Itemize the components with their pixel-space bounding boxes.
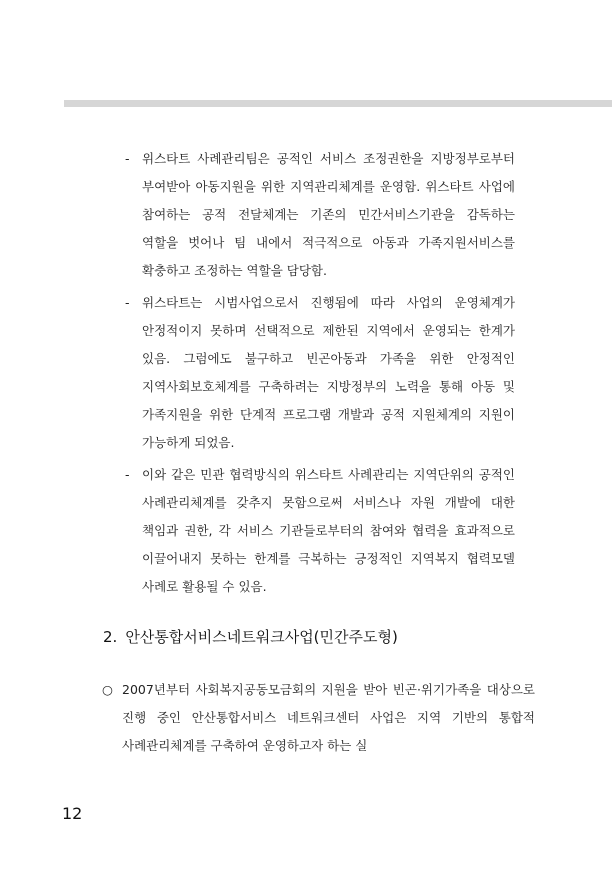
bullet-item	[125, 461, 515, 601]
bullet-text: 위스타트는 시범사업으로서 진행됨에 따라 사업의 운영체계가 안정적이지 못하며 선택적으로 제한된 지역에서 운영되는 한계가 있음. 그럼에도 불구하고 빈곤아동과 가족을 위한 안정적인 지역사회보호체계를 구축하려는 지방정부의 노력을 통해 아동 및 가족지원을 위한 단계적 프로그램 개발과 공적 지원체계의 지원이 가능하게 되었음.	[142, 295, 515, 450]
bullet-text: 위스타트 사례관리팀은 공적인 서비스 조정권한을 지방정부로부터 부여받아 아동지원을 위한 지역관리체계를 운영함. 위스타트 사업에 참여하는 공적 전달체계는 기존의 민간서비스기관을 감독하는 역할을 벗어나 팀 내에서 적극적으로 아동과 가족지원서비스를 확충하고 조정하는 역할을 담당함.	[142, 151, 515, 278]
dash-marker: -	[125, 295, 130, 310]
section-heading	[103, 626, 398, 647]
dash-marker: -	[125, 151, 130, 166]
bullet-text: 이와 같은 민관 협력방식의 위스타트 사례관리는 지역단위의 공적인 사례관리체계를 갖추지 못함으로써 서비스나 자원 개발에 대한 책임과 권한, 각 서비스 기관들로부터의 참여와 협력을 효과적으로 이끌어내지 못하는 한계를 극복하는 긍정적인 지역복지 협력모델 사례로 활용될 수 있음.	[142, 467, 515, 594]
bullet-item	[125, 289, 515, 457]
bullet-list	[125, 145, 515, 605]
bullet-item	[125, 145, 515, 285]
section-number: 2.	[103, 628, 118, 646]
page-number: 12	[62, 804, 83, 823]
section-title: 안산통합서비스네트워크사업(민간주도형)	[125, 628, 398, 646]
paragraph-text: 2007년부터 사회복지공동모금회의 지원을 받아 빈곤·위기가족을 대상으로 진행 중인 안산통합서비스 네트워크센터 사업은 지역 기반의 통합적 사례관리체계를 구축하여 운영하고자 하는 실	[122, 682, 535, 753]
body-paragraph	[102, 676, 535, 760]
dash-marker: -	[125, 467, 130, 482]
header-rule	[64, 100, 612, 107]
circle-bullet-marker: ○	[102, 682, 113, 697]
